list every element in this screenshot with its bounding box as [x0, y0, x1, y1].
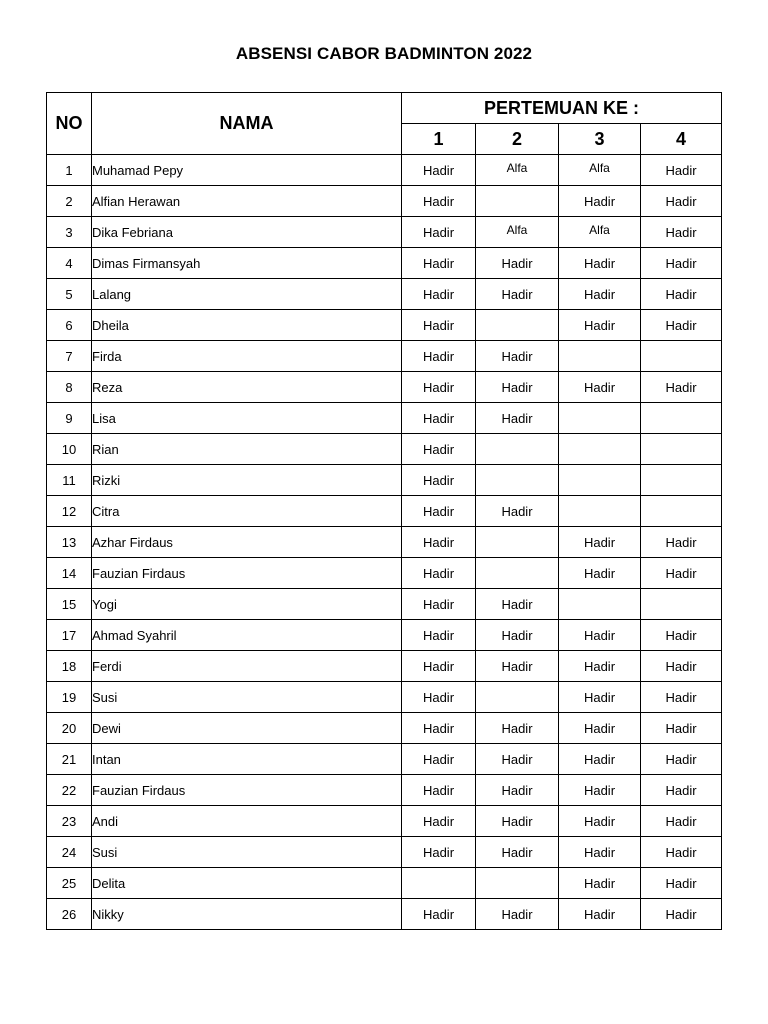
attendance-cell-meeting-1: Hadir: [402, 465, 476, 496]
column-header-meeting-1: 1: [402, 124, 476, 155]
attendance-cell-meeting-3: Hadir: [559, 837, 641, 868]
row-number: 13: [47, 527, 92, 558]
attendance-cell-meeting-1: Hadir: [402, 806, 476, 837]
attendance-cell-meeting-2: [476, 868, 559, 899]
attendance-cell-meeting-4: [641, 589, 722, 620]
attendance-cell-meeting-2: Hadir: [476, 248, 559, 279]
student-name: Susi: [92, 682, 402, 713]
attendance-cell-meeting-4: Hadir: [641, 527, 722, 558]
attendance-cell-meeting-3: Hadir: [559, 868, 641, 899]
attendance-cell-meeting-1: Hadir: [402, 527, 476, 558]
attendance-cell-meeting-4: Hadir: [641, 186, 722, 217]
attendance-cell-meeting-3: [559, 403, 641, 434]
row-number: 25: [47, 868, 92, 899]
table-row: [47, 496, 722, 527]
attendance-cell-meeting-2: Alfa: [476, 155, 559, 186]
table-row: [47, 744, 722, 775]
attendance-cell-meeting-4: Hadir: [641, 310, 722, 341]
row-number: 21: [47, 744, 92, 775]
attendance-cell-meeting-1: Hadir: [402, 372, 476, 403]
attendance-cell-meeting-1: [402, 868, 476, 899]
table-row: [47, 372, 722, 403]
table-row: [47, 403, 722, 434]
attendance-cell-meeting-2: Hadir: [476, 403, 559, 434]
attendance-cell-meeting-3: [559, 465, 641, 496]
attendance-cell-meeting-3: Hadir: [559, 279, 641, 310]
student-name: Ahmad Syahril: [92, 620, 402, 651]
table-row: [47, 558, 722, 589]
student-name: Dewi: [92, 713, 402, 744]
table-row: [47, 217, 722, 248]
table-body: [47, 155, 722, 930]
attendance-cell-meeting-1: Hadir: [402, 248, 476, 279]
table-row: [47, 868, 722, 899]
attendance-cell-meeting-3: Hadir: [559, 186, 641, 217]
table-row: [47, 837, 722, 868]
student-name: Lalang: [92, 279, 402, 310]
attendance-cell-meeting-1: Hadir: [402, 279, 476, 310]
attendance-cell-meeting-2: [476, 682, 559, 713]
row-number: 17: [47, 620, 92, 651]
attendance-cell-meeting-4: Hadir: [641, 713, 722, 744]
attendance-cell-meeting-1: Hadir: [402, 341, 476, 372]
attendance-cell-meeting-3: [559, 589, 641, 620]
attendance-cell-meeting-2: [476, 558, 559, 589]
table-row: [47, 465, 722, 496]
attendance-cell-meeting-2: [476, 310, 559, 341]
attendance-cell-meeting-4: Hadir: [641, 155, 722, 186]
row-number: 15: [47, 589, 92, 620]
student-name: Muhamad Pepy: [92, 155, 402, 186]
table-row: [47, 186, 722, 217]
row-number: 6: [47, 310, 92, 341]
attendance-cell-meeting-1: Hadir: [402, 589, 476, 620]
attendance-cell-meeting-3: Hadir: [559, 372, 641, 403]
table-row: [47, 279, 722, 310]
attendance-cell-meeting-2: [476, 434, 559, 465]
attendance-cell-meeting-1: Hadir: [402, 682, 476, 713]
table-row: [47, 899, 722, 930]
attendance-cell-meeting-4: Hadir: [641, 899, 722, 930]
row-number: 9: [47, 403, 92, 434]
attendance-cell-meeting-1: Hadir: [402, 620, 476, 651]
column-header-meeting-3: 3: [559, 124, 641, 155]
attendance-cell-meeting-4: Hadir: [641, 620, 722, 651]
attendance-cell-meeting-4: Hadir: [641, 868, 722, 899]
attendance-cell-meeting-4: Hadir: [641, 682, 722, 713]
attendance-cell-meeting-4: [641, 434, 722, 465]
attendance-cell-meeting-4: Hadir: [641, 248, 722, 279]
attendance-cell-meeting-4: Hadir: [641, 372, 722, 403]
attendance-cell-meeting-2: Hadir: [476, 372, 559, 403]
student-name: Yogi: [92, 589, 402, 620]
attendance-cell-meeting-3: Hadir: [559, 527, 641, 558]
attendance-cell-meeting-4: [641, 465, 722, 496]
table-row: [47, 651, 722, 682]
attendance-cell-meeting-4: Hadir: [641, 837, 722, 868]
attendance-cell-meeting-2: [476, 465, 559, 496]
attendance-cell-meeting-1: Hadir: [402, 558, 476, 589]
student-name: Lisa: [92, 403, 402, 434]
table-row: [47, 682, 722, 713]
student-name: Dika Febriana: [92, 217, 402, 248]
attendance-cell-meeting-2: Hadir: [476, 620, 559, 651]
row-number: 5: [47, 279, 92, 310]
attendance-cell-meeting-1: Hadir: [402, 403, 476, 434]
attendance-cell-meeting-3: Hadir: [559, 248, 641, 279]
table-row: [47, 341, 722, 372]
row-number: 23: [47, 806, 92, 837]
column-header-nama: NAMA: [92, 93, 402, 155]
attendance-cell-meeting-3: [559, 434, 641, 465]
attendance-cell-meeting-4: Hadir: [641, 651, 722, 682]
attendance-cell-meeting-1: Hadir: [402, 713, 476, 744]
attendance-cell-meeting-2: Hadir: [476, 775, 559, 806]
student-name: Dimas Firmansyah: [92, 248, 402, 279]
attendance-cell-meeting-2: Hadir: [476, 651, 559, 682]
table-row: [47, 713, 722, 744]
document-title: ABSENSI CABOR BADMINTON 2022: [235, 44, 533, 63]
row-number: 20: [47, 713, 92, 744]
attendance-cell-meeting-2: Hadir: [476, 341, 559, 372]
attendance-cell-meeting-1: Hadir: [402, 496, 476, 527]
student-name: Andi: [92, 806, 402, 837]
table-header: [47, 93, 722, 155]
attendance-cell-meeting-1: Hadir: [402, 310, 476, 341]
row-number: 22: [47, 775, 92, 806]
attendance-cell-meeting-4: Hadir: [641, 806, 722, 837]
attendance-cell-meeting-3: [559, 496, 641, 527]
row-number: 11: [47, 465, 92, 496]
row-number: 18: [47, 651, 92, 682]
student-name: Dheila: [92, 310, 402, 341]
attendance-cell-meeting-4: Hadir: [641, 744, 722, 775]
row-number: 14: [47, 558, 92, 589]
student-name: Alfian Herawan: [92, 186, 402, 217]
row-number: 26: [47, 899, 92, 930]
table-row: [47, 434, 722, 465]
attendance-cell-meeting-3: Alfa: [559, 155, 641, 186]
attendance-cell-meeting-3: Hadir: [559, 620, 641, 651]
attendance-cell-meeting-2: Hadir: [476, 899, 559, 930]
column-header-meeting-2: 2: [476, 124, 559, 155]
attendance-cell-meeting-3: Alfa: [559, 217, 641, 248]
attendance-cell-meeting-3: Hadir: [559, 775, 641, 806]
attendance-cell-meeting-3: Hadir: [559, 899, 641, 930]
student-name: Fauzian Firdaus: [92, 775, 402, 806]
attendance-cell-meeting-4: Hadir: [641, 775, 722, 806]
attendance-cell-meeting-4: [641, 403, 722, 434]
attendance-cell-meeting-3: Hadir: [559, 310, 641, 341]
table-row: [47, 589, 722, 620]
row-number: 7: [47, 341, 92, 372]
student-name: Delita: [92, 868, 402, 899]
attendance-cell-meeting-1: Hadir: [402, 899, 476, 930]
table-row: [47, 248, 722, 279]
attendance-cell-meeting-2: Alfa: [476, 217, 559, 248]
attendance-cell-meeting-4: Hadir: [641, 279, 722, 310]
attendance-cell-meeting-2: Hadir: [476, 713, 559, 744]
attendance-cell-meeting-1: Hadir: [402, 186, 476, 217]
attendance-cell-meeting-4: [641, 341, 722, 372]
table-row: [47, 527, 722, 558]
row-number: 4: [47, 248, 92, 279]
attendance-cell-meeting-2: Hadir: [476, 496, 559, 527]
row-number: 19: [47, 682, 92, 713]
student-name: Rian: [92, 434, 402, 465]
column-header-no: NO: [47, 93, 92, 155]
attendance-cell-meeting-1: Hadir: [402, 837, 476, 868]
student-name: Reza: [92, 372, 402, 403]
attendance-cell-meeting-2: [476, 527, 559, 558]
attendance-cell-meeting-1: Hadir: [402, 155, 476, 186]
column-header-pertemuan: PERTEMUAN KE :: [402, 93, 722, 124]
attendance-cell-meeting-3: Hadir: [559, 713, 641, 744]
attendance-cell-meeting-4: Hadir: [641, 558, 722, 589]
attendance-cell-meeting-2: Hadir: [476, 837, 559, 868]
student-name: Nikky: [92, 899, 402, 930]
student-name: Azhar Firdaus: [92, 527, 402, 558]
attendance-cell-meeting-4: Hadir: [641, 217, 722, 248]
student-name: Citra: [92, 496, 402, 527]
attendance-cell-meeting-2: Hadir: [476, 589, 559, 620]
row-number: 24: [47, 837, 92, 868]
attendance-cell-meeting-3: Hadir: [559, 806, 641, 837]
attendance-cell-meeting-2: Hadir: [476, 744, 559, 775]
student-name: Intan: [92, 744, 402, 775]
student-name: Susi: [92, 837, 402, 868]
attendance-cell-meeting-2: Hadir: [476, 806, 559, 837]
row-number: 8: [47, 372, 92, 403]
attendance-table: [46, 92, 722, 930]
attendance-cell-meeting-3: Hadir: [559, 744, 641, 775]
student-name: Fauzian Firdaus: [92, 558, 402, 589]
table-row: [47, 620, 722, 651]
table-row: [47, 310, 722, 341]
attendance-cell-meeting-2: [476, 186, 559, 217]
table-row: [47, 806, 722, 837]
student-name: Firda: [92, 341, 402, 372]
row-number: 1: [47, 155, 92, 186]
attendance-cell-meeting-2: Hadir: [476, 279, 559, 310]
attendance-cell-meeting-3: Hadir: [559, 651, 641, 682]
table-row: [47, 775, 722, 806]
column-header-meeting-4: 4: [641, 124, 722, 155]
attendance-cell-meeting-1: Hadir: [402, 775, 476, 806]
attendance-cell-meeting-1: Hadir: [402, 217, 476, 248]
attendance-cell-meeting-3: Hadir: [559, 682, 641, 713]
attendance-cell-meeting-3: [559, 341, 641, 372]
attendance-cell-meeting-1: Hadir: [402, 434, 476, 465]
row-number: 3: [47, 217, 92, 248]
attendance-cell-meeting-1: Hadir: [402, 651, 476, 682]
attendance-cell-meeting-1: Hadir: [402, 744, 476, 775]
row-number: 10: [47, 434, 92, 465]
student-name: Rizki: [92, 465, 402, 496]
row-number: 12: [47, 496, 92, 527]
attendance-cell-meeting-4: [641, 496, 722, 527]
table-row: [47, 155, 722, 186]
attendance-cell-meeting-3: Hadir: [559, 558, 641, 589]
student-name: Ferdi: [92, 651, 402, 682]
row-number: 2: [47, 186, 92, 217]
